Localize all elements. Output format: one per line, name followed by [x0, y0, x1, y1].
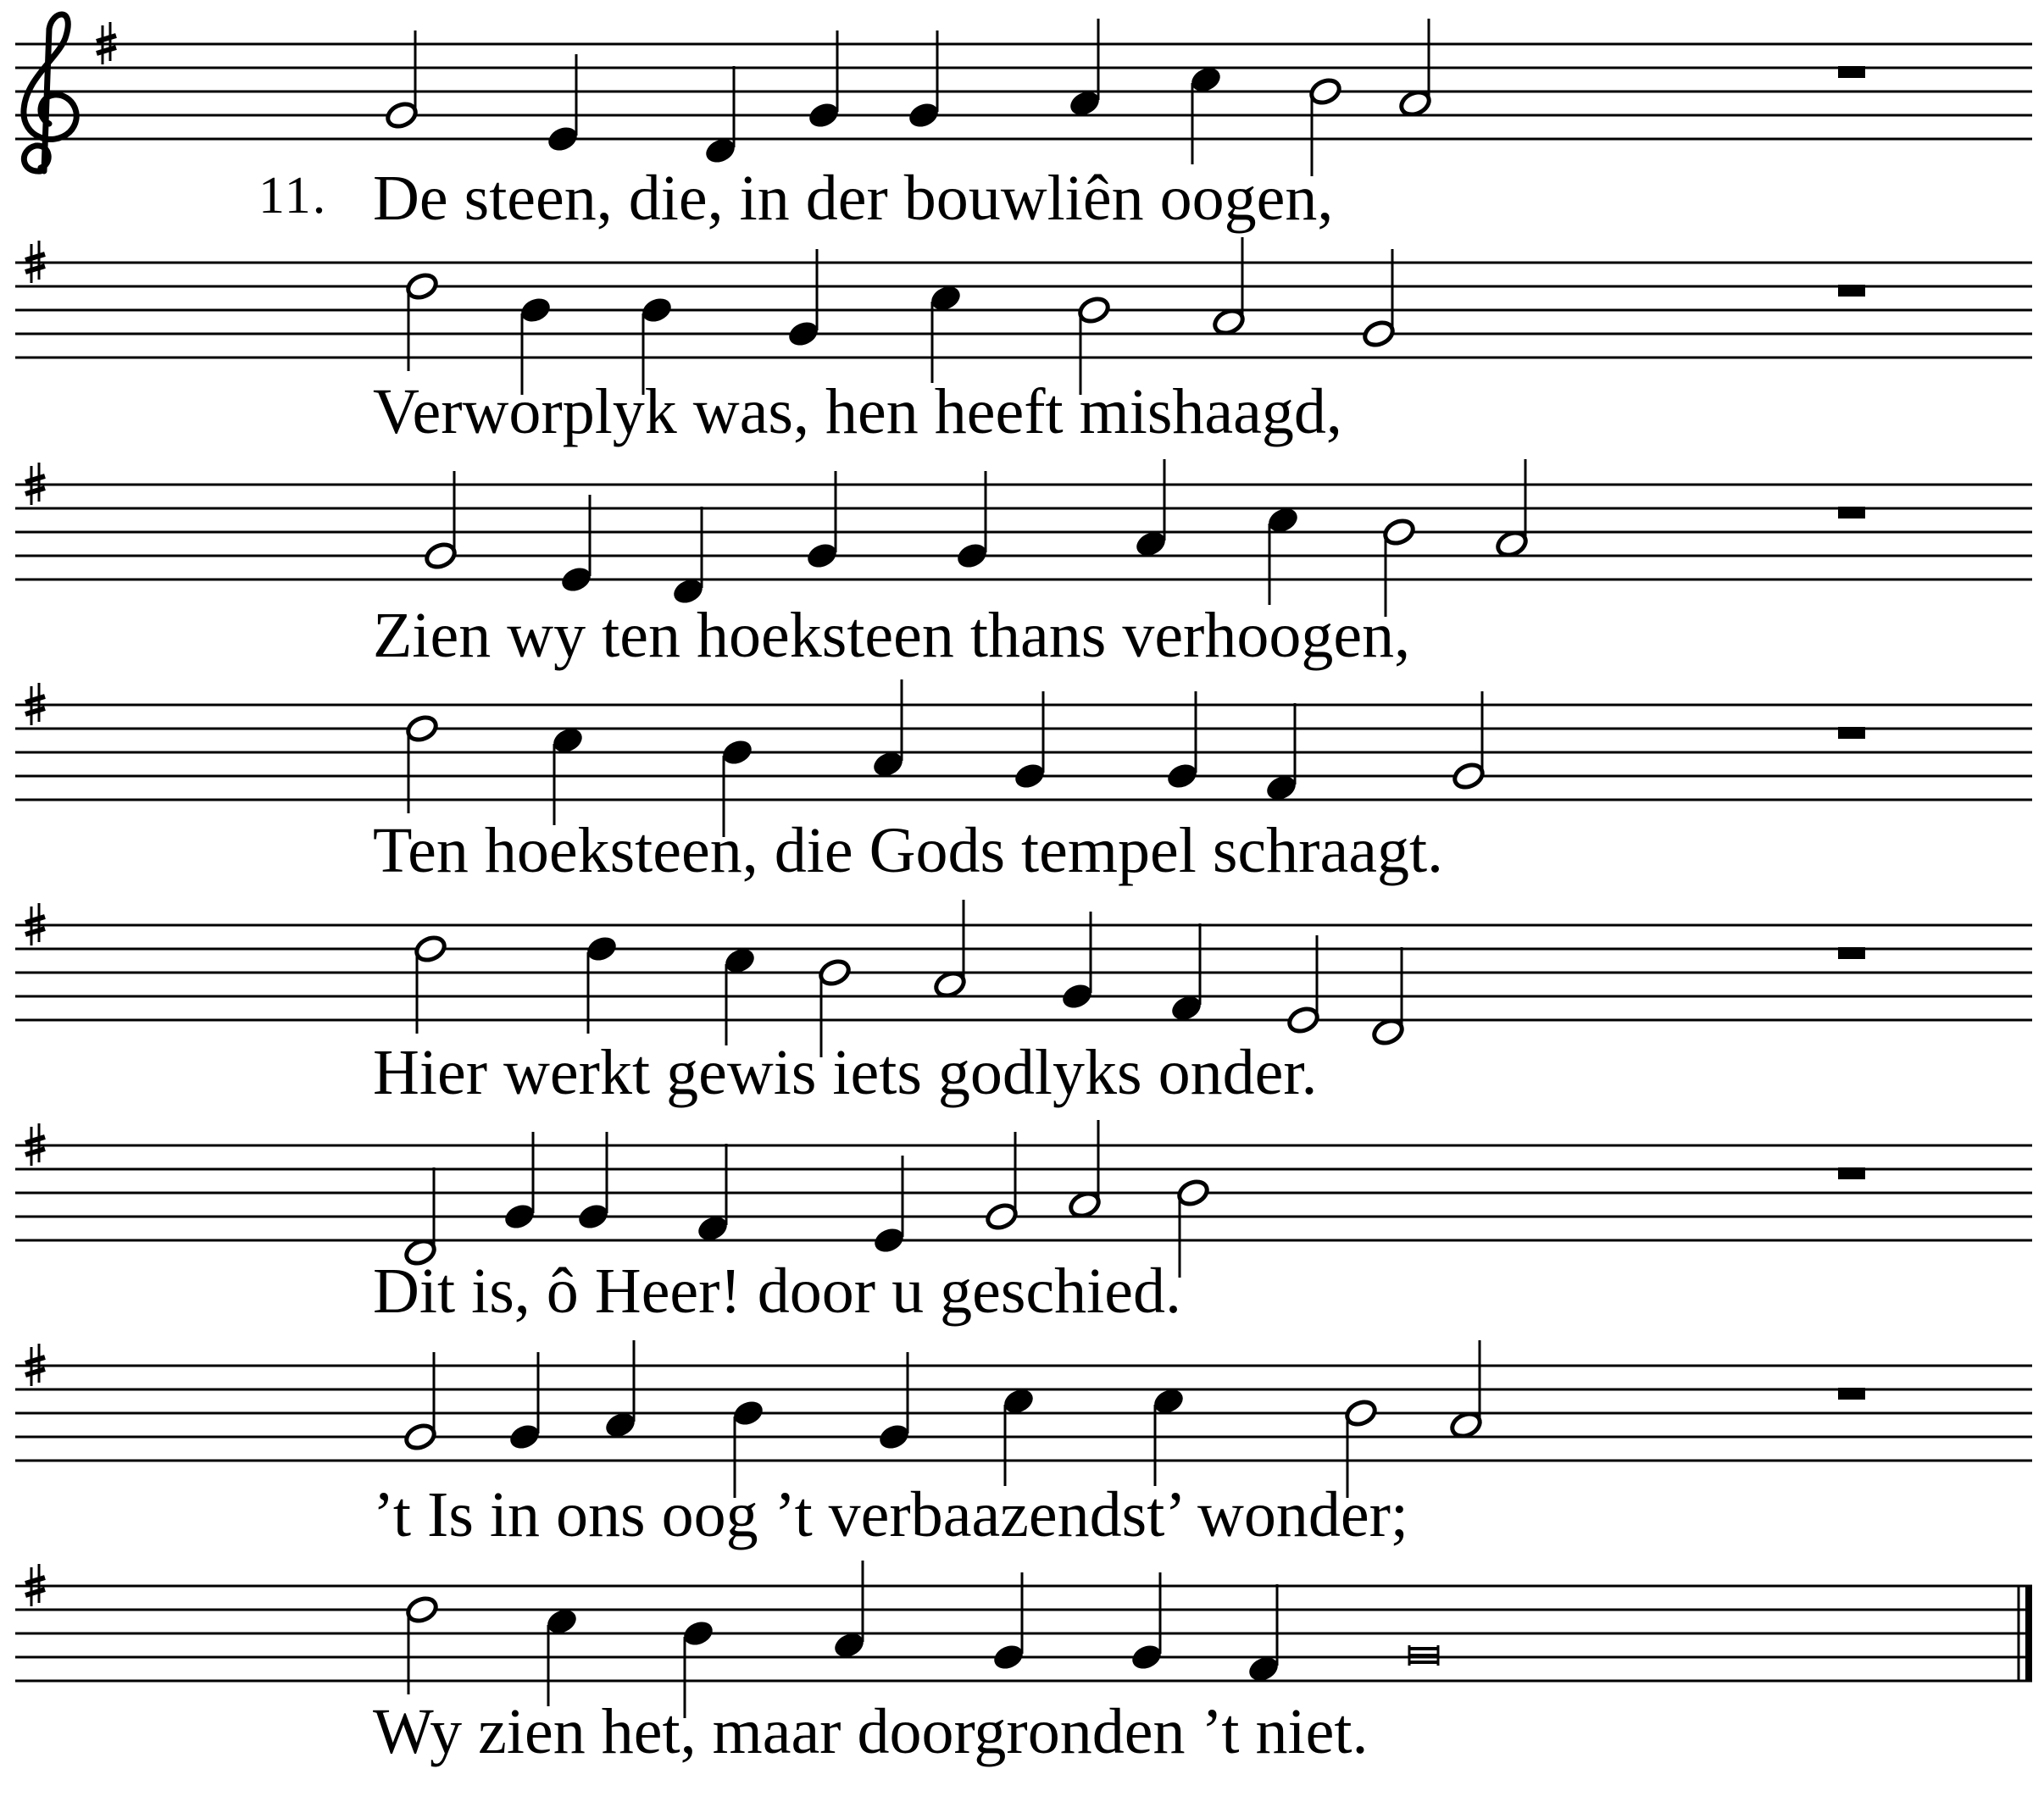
half-note-head [424, 541, 458, 571]
half-note-head [385, 100, 419, 130]
quarter-note-head [1060, 981, 1095, 1012]
lyric-line: Wy zien het, maar doorgronden ’t niet. [373, 1696, 1369, 1767]
half-note-head [818, 957, 853, 988]
quarter-note-head [1165, 761, 1200, 791]
half-note-head [405, 713, 440, 744]
quarter-note-head [508, 1422, 542, 1452]
half-note-head [405, 271, 440, 302]
quarter-note-head [546, 124, 580, 154]
half-note-head [1286, 1005, 1321, 1035]
verse-number: 11. [258, 167, 328, 225]
quarter-note-head [519, 295, 553, 325]
quarter-note-head [681, 1618, 716, 1649]
quarter-note-head [585, 934, 619, 964]
half-note-head [1077, 295, 1112, 325]
lyric-line: Zien wy ten hoeksteen thans verhoogen, [373, 600, 1411, 671]
quarter-note-head [559, 564, 594, 595]
quarter-note-head [720, 737, 755, 768]
half-note-head [1362, 319, 1397, 349]
quarter-note-head [731, 1398, 766, 1428]
lyric-line: Dit is, ô Heer! door u geschied. [373, 1256, 1181, 1327]
quarter-note-head [786, 319, 821, 349]
half-note-head [985, 1201, 1019, 1232]
half-note-head [1382, 517, 1417, 547]
quarter-note-head [955, 541, 990, 571]
half-note-head [1344, 1398, 1379, 1428]
half-rest [1838, 66, 1865, 78]
quarter-note-head [872, 1225, 907, 1256]
half-note-head [405, 1594, 440, 1625]
treble-clef [24, 14, 76, 171]
quarter-note-head [1130, 1642, 1164, 1672]
half-note-head [414, 934, 448, 964]
lyric-line: ’t Is in ons oog ’t verbaazendst’ wonder; [373, 1479, 1409, 1550]
lyric-line: Hier werkt gewis iets godlyks onder. [373, 1037, 1318, 1108]
lyric-line: Verworplyk was, hen heeft mishaagd, [373, 376, 1342, 447]
quarter-note-head [907, 100, 941, 130]
quarter-note-head [503, 1201, 537, 1232]
half-note-head [403, 1422, 438, 1452]
quarter-note-head [877, 1422, 912, 1452]
quarter-note-head [576, 1201, 611, 1232]
quarter-note-head [640, 295, 675, 325]
quarter-note-head [807, 100, 841, 130]
half-rest [1838, 1167, 1865, 1179]
half-rest [1838, 1388, 1865, 1400]
half-note-head [1308, 76, 1343, 107]
half-rest [1838, 947, 1865, 959]
half-rest [1838, 285, 1865, 297]
half-rest [1838, 727, 1865, 739]
quarter-note-head [1013, 761, 1047, 791]
half-rest [1838, 507, 1865, 518]
quarter-note-head [991, 1642, 1026, 1672]
half-note-head [1176, 1178, 1211, 1208]
lyric-line: De steen, die, in der bouwliên oogen, [373, 163, 1334, 234]
quarter-note-head [805, 541, 840, 571]
lyric-line: Ten hoeksteen, die Gods tempel schraagt. [373, 815, 1444, 886]
half-note-head [1452, 761, 1486, 791]
